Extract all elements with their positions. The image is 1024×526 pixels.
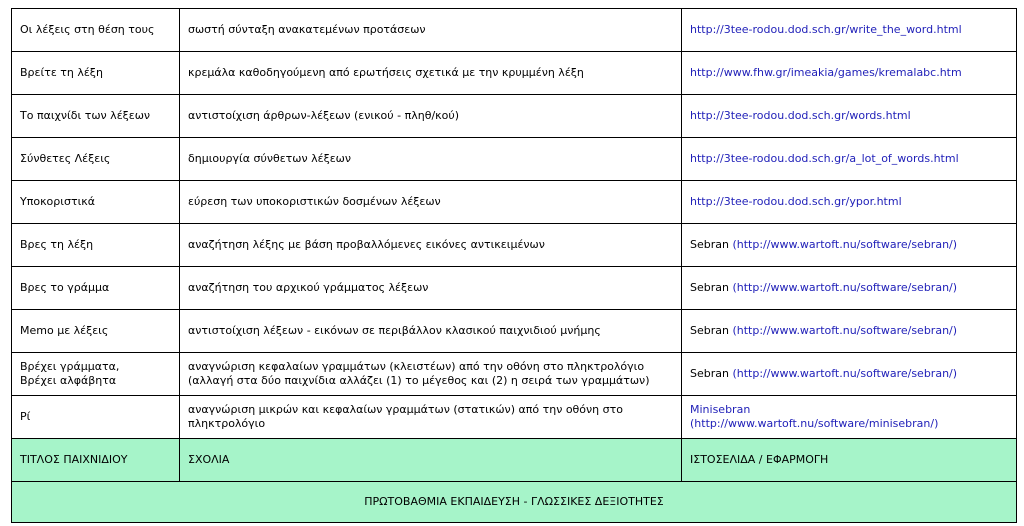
game-link-cell	[682, 353, 1017, 396]
game-link-cell	[682, 310, 1017, 353]
game-link[interactable]: http://3tee-rodou.dod.sch.gr/write_the_word.html	[690, 23, 962, 36]
game-link[interactable]: http://3tee-rodou.dod.sch.gr/ypor.html	[690, 195, 902, 208]
game-link-cell	[682, 224, 1017, 267]
game-link-cell	[682, 95, 1017, 138]
game-description: εύρεση των υποκοριστικών δοσμένων λέξεων	[180, 181, 682, 224]
table-row	[12, 396, 1017, 439]
game-description: αντιστοίχιση άρθρων-λέξεων (ενικού - πληθ/κού)	[180, 95, 682, 138]
game-link[interactable]: http://www.fhw.gr/imeakia/games/kremalabc.htm	[690, 66, 962, 79]
game-title: Βρείτε τη λέξη	[12, 52, 180, 95]
game-title-line: Βρέχει γράμματα,	[20, 360, 120, 373]
table-row	[12, 181, 1017, 224]
game-title: Οι λέξεις στη θέση τους	[12, 9, 180, 52]
game-title: Memo με λέξεις	[12, 310, 180, 353]
game-link[interactable]: (http://www.wartoft.nu/software/minisebran/)	[690, 417, 939, 430]
column-header-row	[12, 439, 1017, 482]
table-row	[12, 267, 1017, 310]
game-link[interactable]: (http://www.wartoft.nu/software/sebran/)	[732, 238, 958, 251]
game-description: σωστή σύνταξη ανακατεμένων προτάσεων	[180, 9, 682, 52]
link-prefix: Sebran	[690, 324, 733, 337]
game-link[interactable]: (http://www.wartoft.nu/software/sebran/)	[732, 281, 958, 294]
column-header-title: ΤΙΤΛΟΣ ΠΑΙΧΝΙΔΙΟΥ	[12, 439, 180, 482]
link-prefix: Sebran	[690, 367, 733, 380]
game-description: κρεμάλα καθοδηγούμενη από ερωτήσεις σχετικά με την κρυμμένη λέξη	[180, 52, 682, 95]
games-table	[11, 8, 1017, 523]
game-link-cell	[682, 396, 1017, 439]
link-prefix: Sebran	[690, 238, 733, 251]
column-header-website: ΙΣΤΟΣΕΛΙΔΑ / ΕΦΑΡΜΟΓΗ	[682, 439, 1017, 482]
game-title-line: Βρέχει αλφάβητα	[20, 374, 117, 387]
game-link[interactable]: http://3tee-rodou.dod.sch.gr/words.html	[690, 109, 911, 122]
game-link-cell	[682, 52, 1017, 95]
table-row	[12, 138, 1017, 181]
game-description-line: αναγνώριση μικρών και κεφαλαίων γραμμάτων (στατικών) από την οθόνη στο	[188, 403, 623, 416]
game-description: δημιουργία σύνθετων λέξεων	[180, 138, 682, 181]
game-link[interactable]: http://3tee-rodou.dod.sch.gr/a_lot_of_words.html	[690, 152, 959, 165]
game-link-cell	[682, 267, 1017, 310]
game-title: Το παιχνίδι των λέξεων	[12, 95, 180, 138]
game-link[interactable]: (http://www.wartoft.nu/software/sebran/)	[732, 324, 958, 337]
game-link-cell	[682, 9, 1017, 52]
table-row	[12, 95, 1017, 138]
game-description	[180, 353, 682, 396]
game-description-line: (αλλαγή στα δύο παιχνίδια αλλάζει (1) το μέγεθος και (2) η σειρά των γραμμάτων)	[188, 374, 650, 387]
game-title: Σύνθετες Λέξεις	[12, 138, 180, 181]
game-description: αντιστοίχιση λέξεων - εικόνων σε περιβάλλον κλασικού παιχνιδιού μνήμης	[180, 310, 682, 353]
game-title: Ρί	[12, 396, 180, 439]
game-title: Υποκοριστικά	[12, 181, 180, 224]
table-row	[12, 310, 1017, 353]
game-link-cell	[682, 138, 1017, 181]
game-link-name[interactable]: Minisebran	[690, 403, 751, 416]
table-title-row	[12, 482, 1017, 523]
games-table-frame	[11, 8, 1016, 523]
table-row	[12, 9, 1017, 52]
game-link[interactable]: (http://www.wartoft.nu/software/sebran/)	[732, 367, 958, 380]
game-title: Βρες το γράμμα	[12, 267, 180, 310]
column-header-notes: ΣΧΟΛΙΑ	[180, 439, 682, 482]
link-prefix: Sebran	[690, 281, 733, 294]
game-description	[180, 396, 682, 439]
game-title	[12, 353, 180, 396]
game-description-line: πληκτρολόγιο	[188, 417, 266, 430]
game-description: αναζήτηση του αρχικού γράμματος λέξεων	[180, 267, 682, 310]
game-title: Βρες τη λέξη	[12, 224, 180, 267]
game-link-cell	[682, 181, 1017, 224]
table-row	[12, 224, 1017, 267]
table-row	[12, 353, 1017, 396]
game-description: αναζήτηση λέξης με βάση προβαλλόμενες εικόνες αντικειμένων	[180, 224, 682, 267]
table-title: ΠΡΩΤΟΒΑΘΜΙΑ ΕΚΠΑΙΔΕΥΣΗ - ΓΛΩΣΣΙΚΕΣ ΔΕΞΙΟΤΗΤΕΣ	[12, 482, 1017, 523]
game-description-line: αναγνώριση κεφαλαίων γραμμάτων (κλειστέων) από την οθόνη στο πληκτρολόγιο	[188, 360, 645, 373]
table-row	[12, 52, 1017, 95]
